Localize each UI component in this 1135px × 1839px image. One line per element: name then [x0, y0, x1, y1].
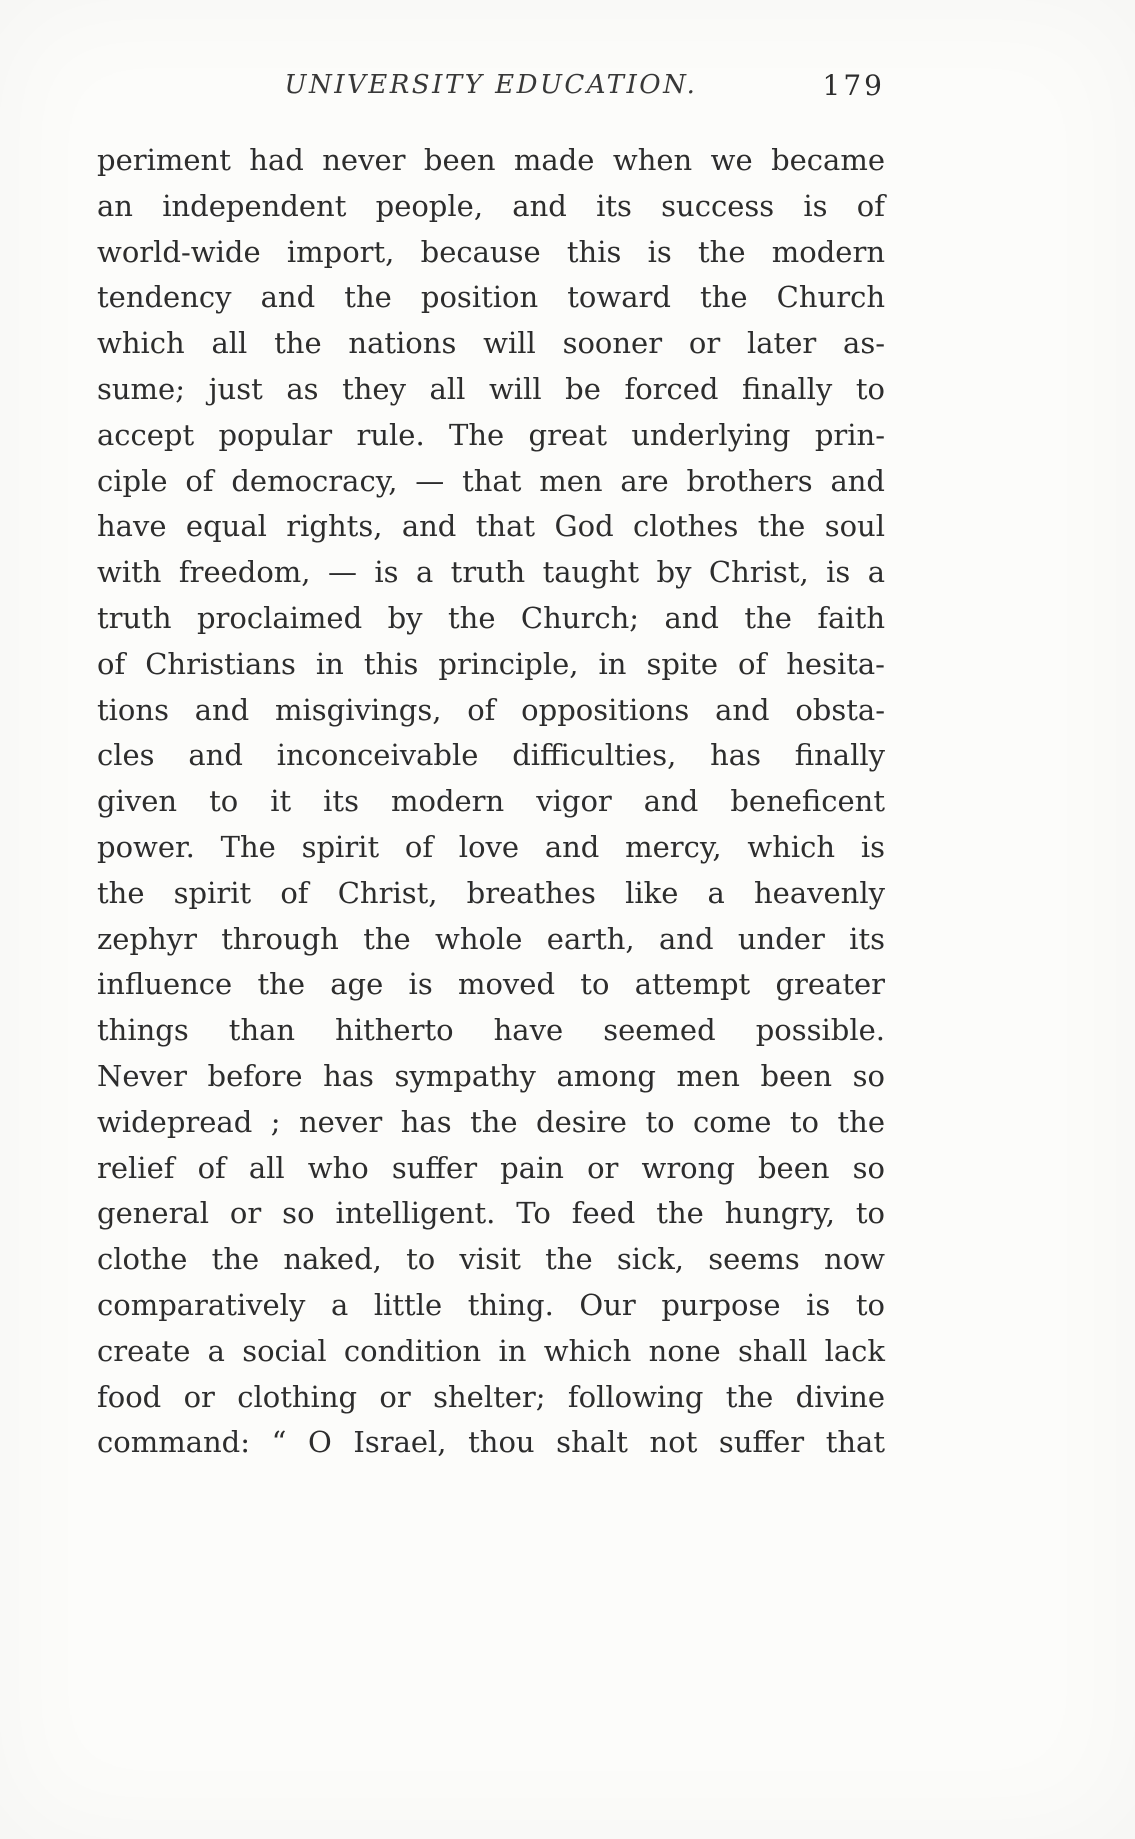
text-line: with freedom, — is a truth taught by Christ, is a — [97, 555, 885, 590]
text-line: of Christians in this principle, in spite of hesita- — [97, 646, 885, 681]
text-line: influence the age is moved to attempt greater — [97, 967, 885, 1002]
page-header — [97, 70, 885, 114]
text-line: sume; just as they all will be forced finally to — [97, 371, 885, 406]
text-line: zephyr through the whole earth, and under its — [97, 921, 885, 956]
page-number: 179 — [822, 69, 885, 102]
running-title: UNIVERSITY EDUCATION. — [284, 70, 698, 100]
text-line: tions and misgivings, of oppositions and obsta- — [97, 692, 885, 727]
text-line: widepread ; never has the desire to come to the — [97, 1104, 885, 1139]
page-body — [97, 138, 885, 1466]
text-line: given to it its modern vigor and beneficent — [97, 784, 885, 819]
text-line: cles and inconceivable difficulties, has finally — [97, 738, 885, 773]
text-line: world-wide import, because this is the modern — [97, 234, 885, 269]
text-line: command: “ O Israel, thou shalt not suffer that — [97, 1425, 885, 1460]
text-line: things than hitherto have seemed possible. — [97, 1013, 885, 1048]
text-line: periment had never been made when we became — [97, 143, 885, 177]
text-line: accept popular rule. The great underlying prin- — [97, 417, 885, 452]
text-line: truth proclaimed by the Church; and the faith — [97, 600, 885, 635]
text-line: clothe the naked, to visit the sick, seems now — [97, 1242, 885, 1277]
text-line: ciple of democracy, — that men are brothers and — [97, 463, 885, 498]
text-line: power. The spirit of love and mercy, which is — [97, 829, 885, 864]
text-line: have equal rights, and that God clothes the soul — [97, 509, 885, 544]
text-line: create a social condition in which none shall lack — [97, 1333, 885, 1368]
text-line: tendency and the position toward the Church — [97, 280, 885, 315]
text-line: which all the nations will sooner or later as- — [97, 326, 885, 361]
text-line: an independent people, and its success is of — [97, 188, 885, 223]
text-line: relief of all who suffer pain or wrong been so — [97, 1150, 885, 1185]
text-line: the spirit of Christ, breathes like a heavenly — [97, 875, 885, 910]
text-line: general or so intelligent. To feed the hungry, to — [97, 1196, 885, 1231]
text-line: comparatively a little thing. Our purpose is to — [97, 1287, 885, 1322]
text-line: Never before has sympathy among men been so — [97, 1058, 885, 1093]
text-line: food or clothing or shelter; following the divine — [97, 1379, 885, 1414]
